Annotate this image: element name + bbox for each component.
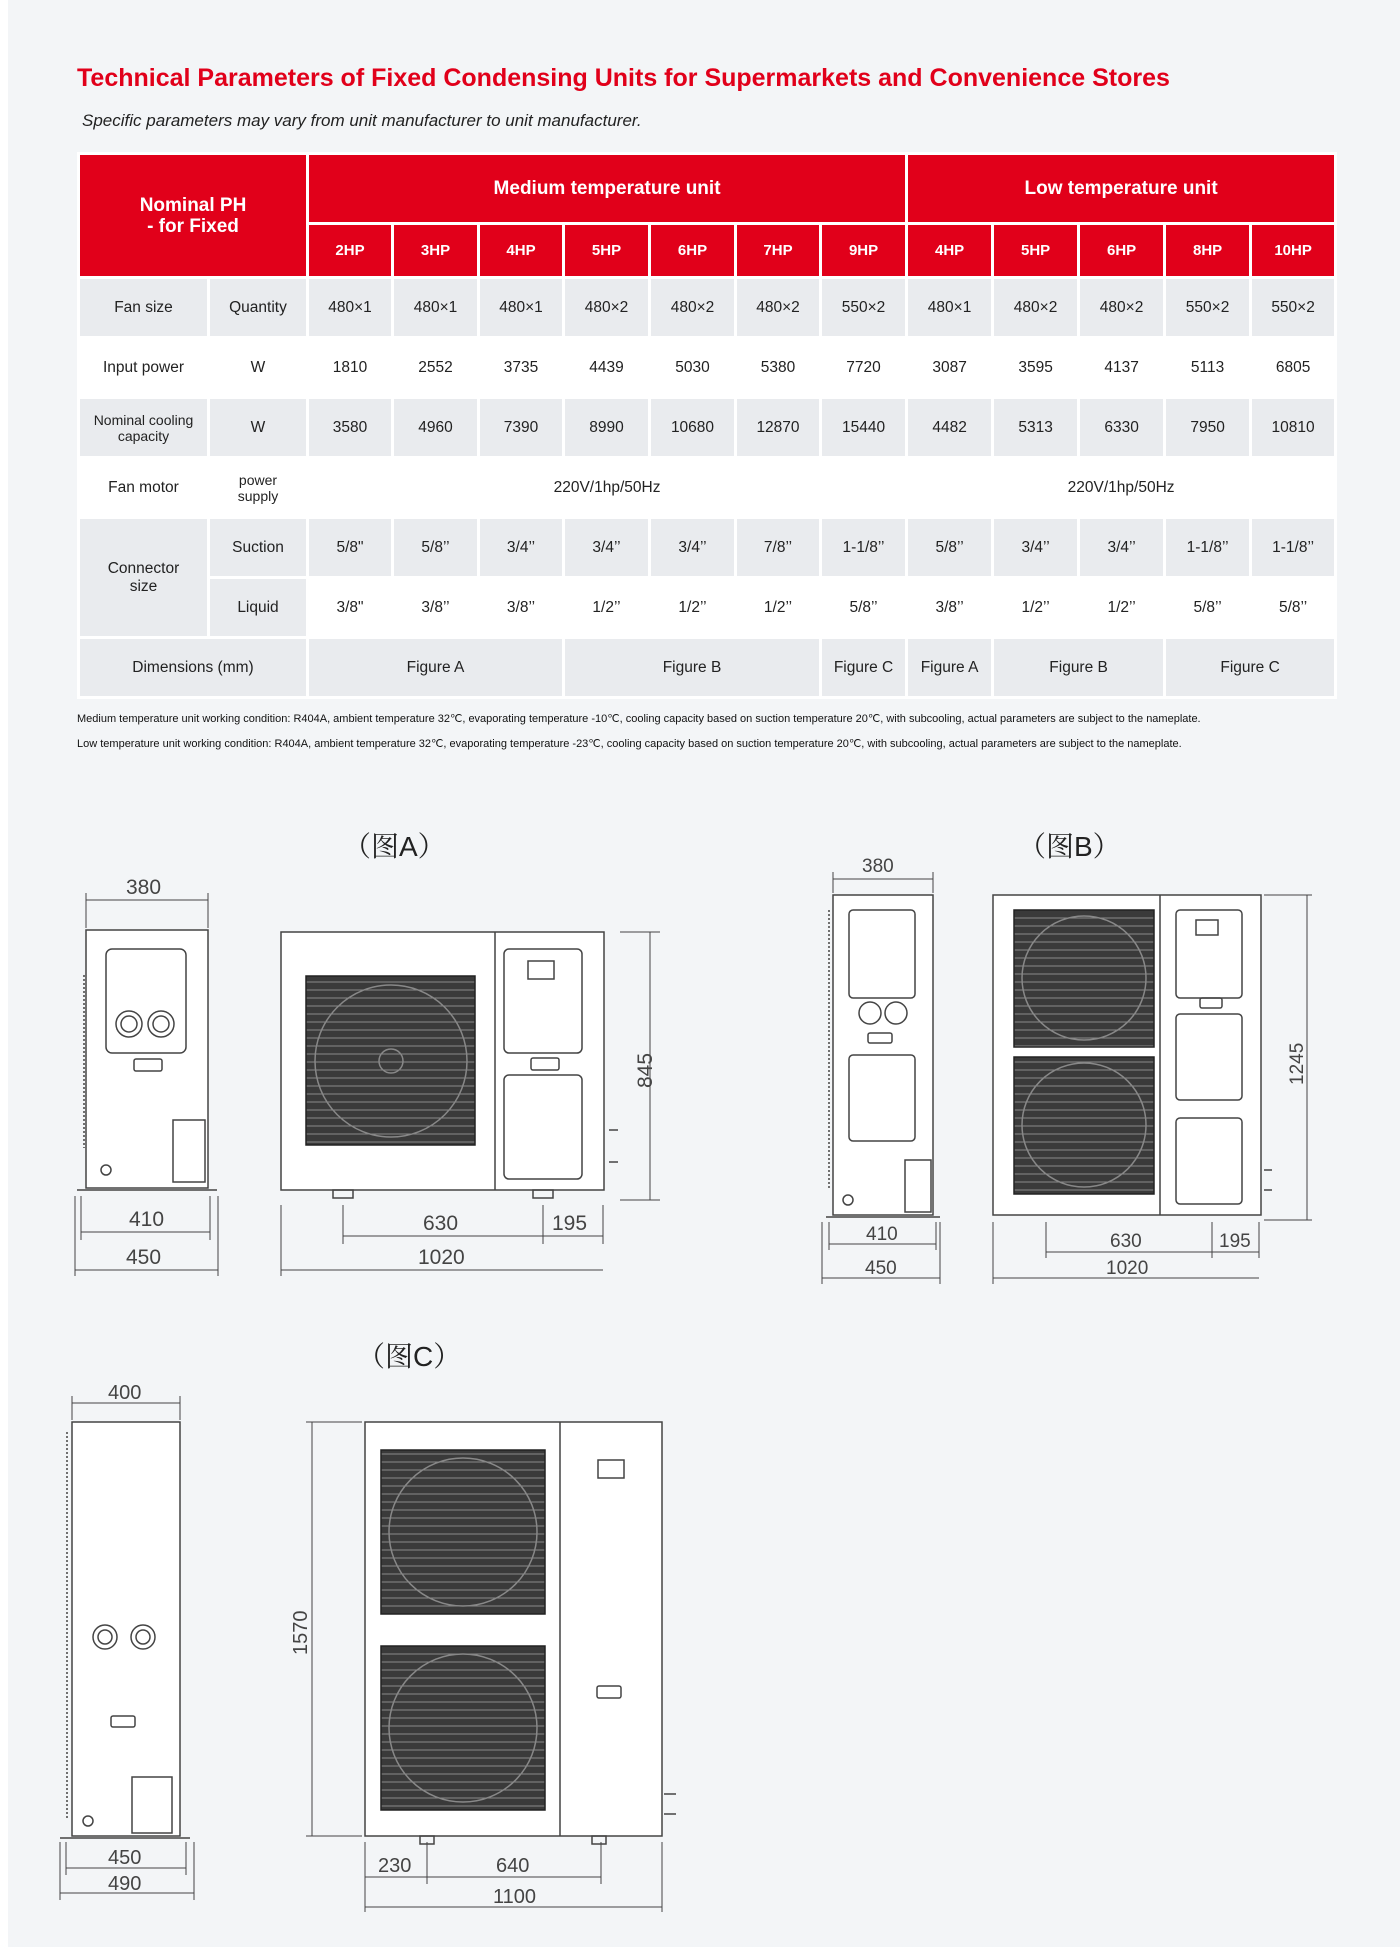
dim-label: 230 (378, 1855, 412, 1877)
dim-label: 1245 (1287, 1042, 1308, 1085)
table-cell: 3/8" (308, 578, 393, 638)
table-cell: 550×2 (821, 278, 907, 338)
figure-b-title: （图B） (1018, 831, 1121, 862)
table-cell: 550×2 (1251, 278, 1336, 338)
table-cell: Figure C (1165, 638, 1336, 698)
corner-line-1: Nominal PH (139, 194, 247, 216)
table-cell: 1/2’’ (736, 578, 821, 638)
table-cell: 4960 (393, 398, 479, 458)
hp-header: 6HP (650, 224, 736, 278)
hp-header: 2HP (308, 224, 393, 278)
table-cell: 4482 (907, 398, 993, 458)
footnote: Low temperature unit working condition: R404A, ambient temperature 32℃, evaporating temperature -23℃, cooling capacity based on suction temperature 20℃, with subcooling, actual parameters are subject to the nameplate. (77, 738, 1182, 750)
row-unit-line: supply (237, 487, 279, 504)
table-cell: Figure B (564, 638, 821, 698)
table-cell: 5313 (993, 398, 1079, 458)
hp-header: 5HP (993, 224, 1079, 278)
figure-a-title: （图A） (343, 831, 446, 862)
table-cell: 5/8’’ (907, 518, 993, 578)
table-cell: 3/8’’ (907, 578, 993, 638)
table-cell: 3087 (907, 338, 993, 398)
table-cell: 2552 (393, 338, 479, 398)
table-cell: 1/2’’ (650, 578, 736, 638)
hp-header: 5HP (564, 224, 650, 278)
table-cell: 5/8’’ (1251, 578, 1336, 638)
table-cell: 7/8’’ (736, 518, 821, 578)
dim-label: 450 (865, 1258, 897, 1279)
row-label: Dimensions (mm) (79, 638, 308, 698)
row-unit: W (209, 338, 308, 398)
row-label: Input power (79, 338, 209, 398)
table-cell: 480×2 (650, 278, 736, 338)
medium-group-header: Medium temperature unit (308, 154, 907, 224)
table-cell: 1/2’’ (993, 578, 1079, 638)
hp-header: 4HP (479, 224, 564, 278)
dim-label: 410 (866, 1224, 898, 1245)
dim-label: 450 (126, 1246, 162, 1269)
hp-header: 10HP (1251, 224, 1336, 278)
corner-line-2: - for Fixed (147, 215, 239, 237)
table-cell: 480×2 (736, 278, 821, 338)
table-cell: 3/4’’ (564, 518, 650, 578)
hp-header: 8HP (1165, 224, 1251, 278)
table-cell: 5113 (1165, 338, 1251, 398)
dim-label: 640 (496, 1855, 530, 1877)
dim-label: 1020 (418, 1246, 465, 1269)
hp-header: 9HP (821, 224, 907, 278)
table-cell: 10680 (650, 398, 736, 458)
row-unit-line: power (238, 471, 278, 488)
hp-header: 7HP (736, 224, 821, 278)
table-cell: 1/2’’ (1079, 578, 1165, 638)
dim-label: 380 (862, 856, 894, 877)
table-cell: 8990 (564, 398, 650, 458)
dim-label: 450 (108, 1847, 142, 1869)
table-cell: 10810 (1251, 398, 1336, 458)
figure-c-drawing (60, 1396, 676, 1912)
fan-motor-medium: 220V/1hp/50Hz (308, 458, 907, 518)
table-cell: 3/8’’ (393, 578, 479, 638)
row-unit: Suction (209, 518, 308, 578)
table-cell: Figure B (993, 638, 1165, 698)
table-cell: 4439 (564, 338, 650, 398)
low-group-header: Low temperature unit (907, 154, 1336, 224)
table-cell: 480×1 (308, 278, 393, 338)
table-cell: 5/8’’ (821, 578, 907, 638)
row-label: Fan size (79, 278, 209, 338)
dim-label: 630 (1110, 1231, 1142, 1252)
table-cell: 3/4’’ (993, 518, 1079, 578)
footnote: Medium temperature unit working condition: R404A, ambient temperature 32℃, evaporating temperature -10℃, cooling capacity based on suction temperature 20℃, with subcooling, actual parameters are subject to the nameplate. (77, 713, 1201, 725)
table-cell: 480×1 (907, 278, 993, 338)
table-cell: 7390 (479, 398, 564, 458)
table-cell: 3580 (308, 398, 393, 458)
table-cell: 1-1/8’’ (1251, 518, 1336, 578)
page-title: Technical Parameters of Fixed Condensing Units for Supermarkets and Convenience Stores (77, 64, 1170, 92)
hp-header: 3HP (393, 224, 479, 278)
dim-label: 490 (108, 1873, 142, 1895)
table-cell: 6805 (1251, 338, 1336, 398)
dim-label: 195 (552, 1212, 588, 1235)
table-cell: 480×1 (393, 278, 479, 338)
row-label-line: size (129, 577, 158, 595)
table-cell: 480×2 (993, 278, 1079, 338)
table-cell: 5380 (736, 338, 821, 398)
figure-c-title: （图C） (357, 1341, 462, 1372)
table-cell: 1/2’’ (564, 578, 650, 638)
page-subtitle: Specific parameters may vary from unit manufacturer to unit manufacturer. (82, 111, 642, 130)
hp-header: 6HP (1079, 224, 1165, 278)
table-cell: 1810 (308, 338, 393, 398)
dim-label: 845 (634, 1052, 657, 1088)
table-cell: 7950 (1165, 398, 1251, 458)
table-cell: 5/8’’ (393, 518, 479, 578)
row-unit: W (209, 398, 308, 458)
table-cell: Figure A (308, 638, 564, 698)
table-cell: 550×2 (1165, 278, 1251, 338)
table-cell: 6330 (1079, 398, 1165, 458)
table-cell: 1-1/8’’ (1165, 518, 1251, 578)
table-cell: 1-1/8’’ (821, 518, 907, 578)
figure-b-drawing (822, 872, 1312, 1284)
table-cell: 5030 (650, 338, 736, 398)
row-unit: Quantity (209, 278, 308, 338)
row-unit: Liquid (209, 578, 308, 638)
fan-motor-low: 220V/1hp/50Hz (907, 458, 1336, 518)
table-cell: 15440 (821, 398, 907, 458)
table-cell: 3/4’’ (479, 518, 564, 578)
table-cell: 3/4’’ (650, 518, 736, 578)
table-cell: 4137 (1079, 338, 1165, 398)
dim-label: 630 (423, 1212, 459, 1235)
dim-label: 410 (129, 1208, 165, 1231)
table-cell: Figure C (821, 638, 907, 698)
dim-label: 1100 (493, 1886, 537, 1908)
table-cell: 3/4’’ (1079, 518, 1165, 578)
dim-label: 380 (126, 876, 162, 899)
dim-label: 1570 (290, 1610, 312, 1655)
table-cell: 7720 (821, 338, 907, 398)
table-cell: 3/8’’ (479, 578, 564, 638)
dim-label: 400 (108, 1382, 142, 1404)
table-cell: 480×1 (479, 278, 564, 338)
row-label-line: capacity (117, 427, 170, 444)
row-label-line: Connector (107, 559, 180, 577)
table-cell: 12870 (736, 398, 821, 458)
table-cell: 480×2 (1079, 278, 1165, 338)
row-label-line: Nominal cooling (93, 411, 194, 428)
row-label: Fan motor (79, 458, 209, 518)
hp-header: 4HP (907, 224, 993, 278)
table-cell: 3735 (479, 338, 564, 398)
table-cell: 5/8’’ (1165, 578, 1251, 638)
table-cell: 3595 (993, 338, 1079, 398)
dim-label: 1020 (1106, 1258, 1149, 1279)
table-cell: 480×2 (564, 278, 650, 338)
table-cell: Figure A (907, 638, 993, 698)
table-cell: 5/8" (308, 518, 393, 578)
dim-label: 195 (1219, 1231, 1251, 1252)
